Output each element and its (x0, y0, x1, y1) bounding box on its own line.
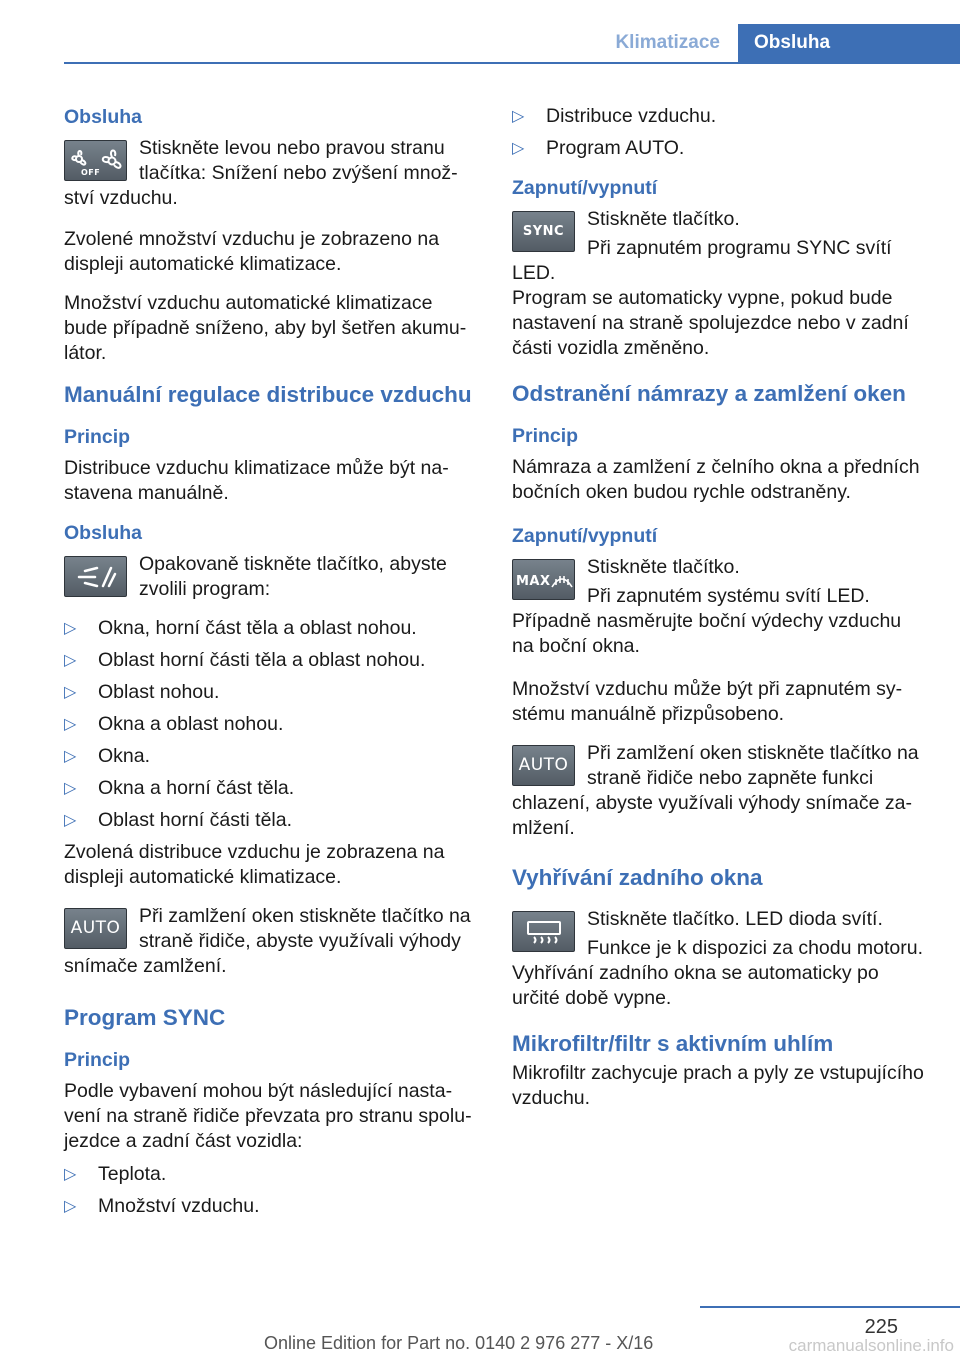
bullet-triangle-icon: ▷ (64, 780, 77, 797)
heading-princip: Princip (64, 1049, 131, 1071)
heading-microfilter: Mikrofiltr/filtr s aktivním uhlím (512, 1031, 834, 1056)
bullet-triangle-icon: ▷ (64, 1198, 77, 1215)
paragraph: Vyhřívání zadního okna se automaticky po určité době vypne. (512, 962, 879, 1009)
section-title: Klimatizace (615, 32, 720, 53)
page-header (64, 24, 960, 64)
paragraph: Stiskněte tlačítko. (587, 208, 740, 230)
list-item: ▷ Okna a oblast nohou. (64, 713, 284, 735)
heading-obsluha: Obsluha (64, 106, 143, 128)
paragraph: Zvolená distribuce vzduchu je zobrazena na displeji automatické klimatizace. (64, 841, 445, 888)
left-column (64, 104, 478, 1226)
sync-button-icon: SYNC (512, 211, 575, 252)
list-item: ▷ Okna. (64, 745, 151, 767)
heading-obsluha: Obsluha (64, 522, 143, 544)
paragraph: Mikrofiltr zachycuje prach a pyly ze vstupujícího vzduchu. (512, 1062, 924, 1109)
sync-button-row (512, 207, 926, 286)
footer-rule (700, 1306, 960, 1308)
heading-princip: Princip (512, 425, 579, 447)
max-button-row (512, 555, 926, 609)
list-item: ▷ Okna a horní část těla. (64, 777, 295, 799)
paragraph: Při zamlžení oken stiskněte tlačítko na straně řidiče, abyste využívali výhody snímače zamlžení. (64, 905, 471, 977)
paragraph: Zvolené množství vzduchu je zobrazeno na displeji automatické klimatizace. (64, 228, 440, 275)
paragraph: Program se automaticky vypne, pokud bude nastavení na straně spolujezdce nebo v zadní části vozidla změněno. (512, 287, 909, 359)
paragraph: Námraza a zamlžení z čelního okna a předních bočních oken budou rychle odstraněny. (512, 456, 920, 503)
rear-window-heating-icon (512, 911, 575, 952)
list-item: ▷ Oblast horní části těla a oblast nohou. (64, 649, 426, 671)
paragraph: Stiskněte tlačítko. LED dioda svítí. (587, 908, 883, 930)
tab-obsluha: Obsluha (738, 24, 960, 62)
bullet-triangle-icon: ▷ (64, 1166, 77, 1183)
obsluha-instruction: Opakovaně tiskněte tlačítko, abyste zvolili program: (139, 553, 447, 600)
max-defrost-button-icon (512, 559, 575, 600)
bullet-triangle-icon: ▷ (512, 108, 525, 125)
paragraph: Při zapnutém systému svítí LED. (587, 585, 870, 607)
watermark: carmanualsonline.info (788, 1336, 954, 1355)
bullet-triangle-icon: ▷ (64, 652, 77, 669)
paragraph: Při zamlžení oken stiskněte tlačítko na straně řidiče nebo zapněte funkci chlazení, abyste využívali výhody snímače zamlžení. (512, 742, 919, 839)
fan-button-row (64, 136, 478, 215)
bullet-triangle-icon: ▷ (64, 620, 77, 637)
list-item: ▷ Množství vzduchu. (64, 1195, 260, 1217)
page-number: 225 (864, 1316, 898, 1338)
heading-manual-distribution: Manuální regulace distribuce vzduchu (64, 382, 472, 407)
paragraph: Distribuce vzduchu klimatizace může být nastavena manuálně. (64, 457, 449, 504)
paragraph: Množství vzduchu může být při zapnutém systému manuálně přizpůsobeno. (512, 678, 903, 725)
paragraph: Množství vzduchu automatické klimatizace bude případně sníženo, aby byl šetřen akumulátor. (64, 292, 467, 364)
sync-list (64, 1162, 478, 1219)
right-column (512, 104, 926, 1125)
obsluha-instruction: Stiskněte levou nebo pravou stranu tlačítka: Snížení nebo zvýšení množství vzduchu. (64, 137, 458, 209)
paragraph: Funkce je k dispozici za chodu motoru. (587, 937, 923, 959)
heading-on-off: Zapnutí/vypnutí (512, 525, 658, 547)
bullet-triangle-icon: ▷ (64, 812, 77, 829)
list-item: ▷ Oblast horní části těla. (64, 809, 293, 831)
distribution-button-row (64, 552, 478, 606)
list-item: ▷ Okna, horní část těla a oblast nohou. (64, 617, 417, 639)
heading-program-sync: Program SYNC (64, 1005, 226, 1030)
paragraph: Podle vybavení mohou být následující nastavení na straně řidiče převzata pro stranu spolujezdce a zadní část vozidla: (64, 1080, 472, 1152)
max-label: MAX (515, 573, 551, 589)
sync-list-continued (512, 104, 926, 161)
auto-button-row (512, 741, 926, 845)
auto-button-icon: AUTO (512, 745, 575, 786)
heading-defrost: Odstranění námrazy a zamlžení oken (512, 381, 906, 406)
bullet-triangle-icon: ▷ (64, 684, 77, 701)
air-distribution-icon (64, 556, 127, 597)
bullet-triangle-icon: ▷ (64, 716, 77, 733)
off-label: OFF (80, 167, 100, 177)
heading-on-off: Zapnutí/vypnutí (512, 177, 658, 199)
list-item: ▷ Teplota. (64, 1163, 167, 1185)
list-item: ▷ Oblast nohou. (64, 681, 220, 703)
rear-heat-button-row (512, 907, 926, 961)
paragraph: Případně nasměrujte boční výdechy vzduchu na boční okna. (512, 610, 902, 657)
heading-rear-window-heating: Vyhřívání zadního okna (512, 865, 763, 890)
paragraph: Při zapnutém programu SYNC svítí LED. (512, 237, 892, 284)
heading-princip: Princip (64, 426, 131, 448)
paragraph: Stiskněte tlačítko. (587, 556, 740, 578)
edition-text: Online Edition for Part no. 0140 2 976 277 - X/16 (264, 1333, 654, 1353)
list-item: ▷ Program AUTO. (512, 137, 685, 159)
program-list (64, 616, 478, 833)
bullet-triangle-icon: ▷ (64, 748, 77, 765)
fan-button-icon (64, 140, 127, 181)
list-item: ▷ Distribuce vzduchu. (512, 105, 717, 127)
auto-button-row (64, 904, 478, 983)
auto-button-icon: AUTO (64, 908, 127, 949)
bullet-triangle-icon: ▷ (512, 140, 525, 157)
